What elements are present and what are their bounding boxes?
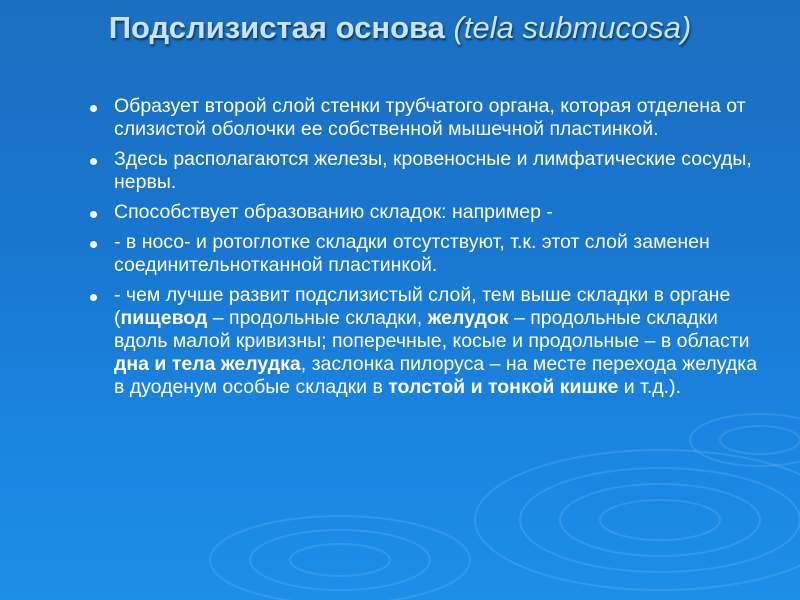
bullet-text: - чем лучше развит подслизистый слой, тем выше складки в органе ( xyxy=(114,284,731,329)
title-latin-term: (tela submucosa) xyxy=(453,10,692,45)
bullet-text: и т.д.). xyxy=(618,376,682,398)
title-main: Подслизистая основа xyxy=(108,10,454,45)
bullet-item xyxy=(88,284,760,399)
bullet-item xyxy=(88,95,760,141)
bullet-item xyxy=(88,148,760,194)
bullet-item xyxy=(88,201,760,224)
bullet-text: Образует второй слой стенки трубчатого органа, которая отделена от слизистой оболочки ее собственной мышечной пластинкой. xyxy=(114,95,746,140)
bullet-emphasis: желудок xyxy=(427,307,509,329)
bullet-text: , заслонка пилоруса – на месте перехода желудка в дуоденум особые складки в xyxy=(114,353,758,398)
bullet-item xyxy=(88,231,760,277)
bullet-emphasis: дна и тела желудка xyxy=(114,353,301,375)
bullet-text: Здесь располагаются железы, кровеносные и лимфатические сосуды, нервы. xyxy=(114,148,752,193)
bullet-list xyxy=(88,95,760,406)
bullet-emphasis: пищевод xyxy=(120,307,208,329)
slide-title xyxy=(0,10,800,46)
bullet-text: – продольные складки вдоль малой кривизны; поперечные, косые и продольные – в области xyxy=(114,307,750,352)
bullet-text: Способствует образованию складок: например - xyxy=(114,201,553,223)
bullet-text: - в носо- и ротоглотке складки отсутствуют, т.к. этот слой заменен соединительнотканной пластинкой. xyxy=(114,231,710,276)
bullet-text: – продольные складки, xyxy=(207,307,428,329)
bullet-emphasis: толстой и тонкой кишке xyxy=(388,376,619,398)
